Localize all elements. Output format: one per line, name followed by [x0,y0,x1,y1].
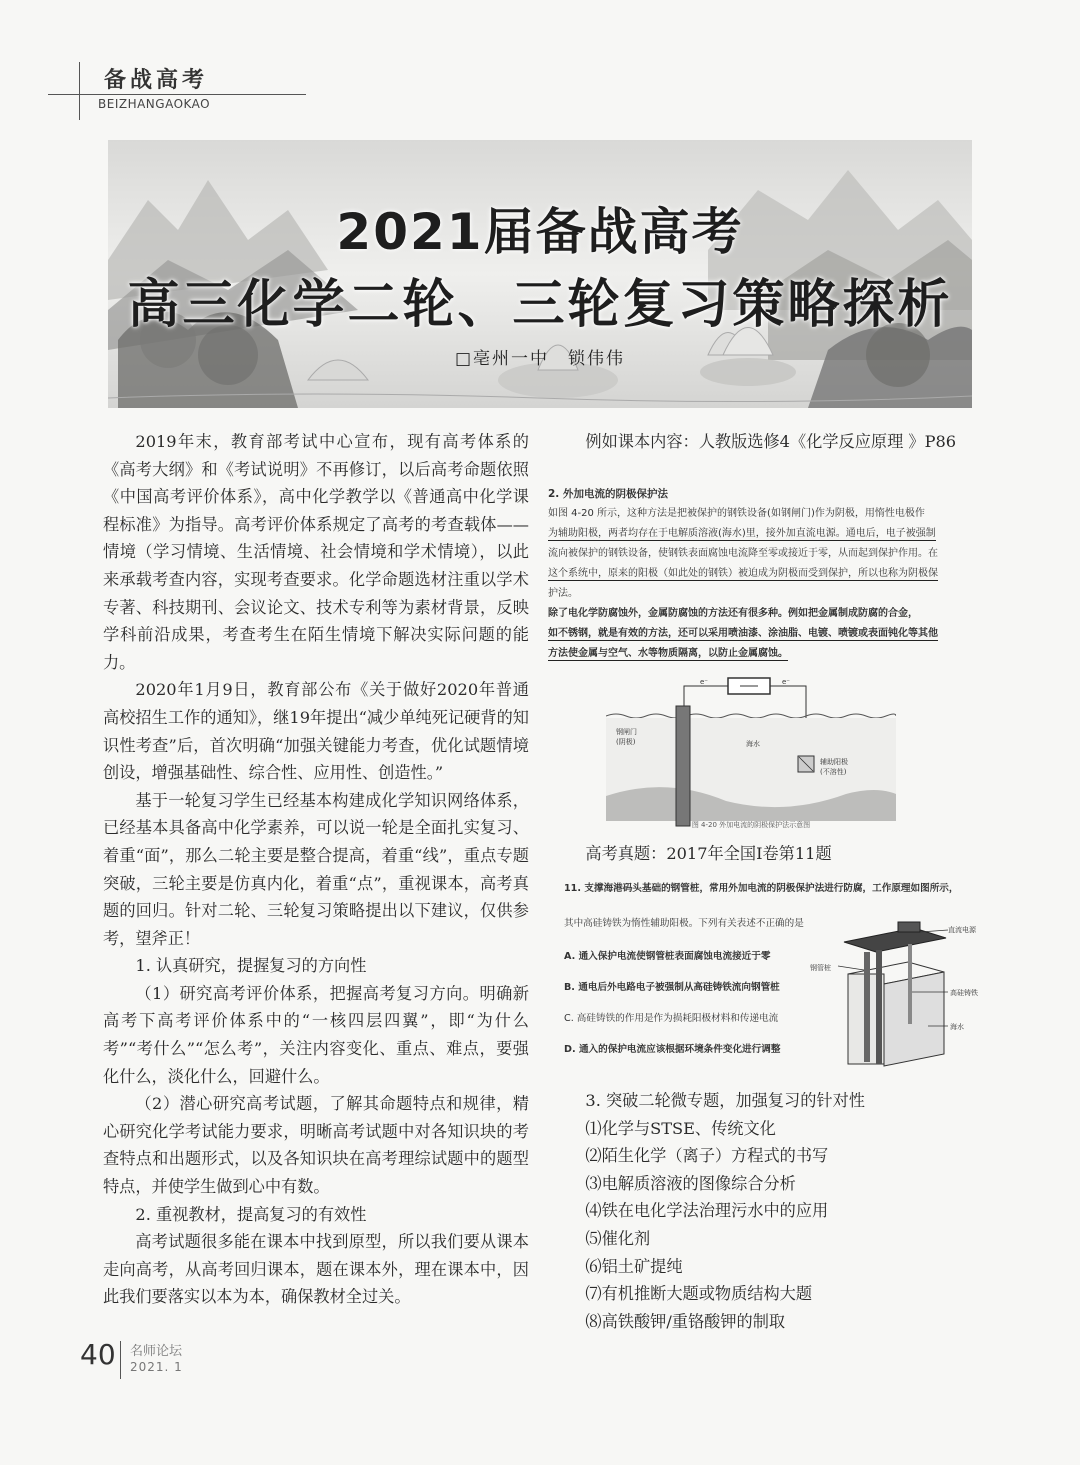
question-stem: 其中高硅铸铁为惰性辅助阳极。下列有关表述不正确的是 [564,918,804,929]
question-option: C. 高硅铸铁的作用是作为损耗阳极材料和传递电流 [564,1013,779,1024]
section-heading: 1. 认真研究，提握复习的方向性 [135,956,367,976]
exam-reference [553,840,979,868]
section-title: 备战高考 [104,67,209,93]
excerpt-heading: 2. 外加电流的阴极保护法 [548,488,668,500]
excerpt-line: 如不锈钢，就是有效的方法，还可以采用喷油漆、涂油脂、电镀、喷镀或表面钝化等其他 [548,628,938,639]
paragraph: 高考试题很多能在课本中找到原型，所以我们要从课本走向高考，从高考回归课本，题在课本外，理在课本中，因此我们要落实以本为本，确保教材全过关。 [103,1232,529,1307]
author-byline: □亳州一中 锁伟伟 [454,349,626,369]
list-item: ⑶电解质溶液的图像综合分析 [585,1173,796,1193]
paragraph: 基于一轮复习学生已经基本构建成化学知识网络体系，已经基本具备高中化学素养，可以说一轮是全面扎实复习、着重“面”，那么二轮主要是整合提高，着重“线”，重点专题突破，三轮主要是仿真内化，着重“点”，重视课本，高考真题的回归。针对二轮、三轮复习策略提出以下建议，仅供参考，望斧正！ [103,790,529,948]
label-sea: 海水 [950,1023,964,1031]
issue-date: 2021. 1 [130,1360,183,1374]
list-item: ⑴化学与STSE、传统文化 [585,1118,776,1138]
paragraph: 例如课本内容：人教版选修4《化学反应原理 》P86 [585,432,957,451]
paragraph: 2020年1月9日，教育部公布《关于做好2020年普通高校招生工作的通知》，继19年提出“减少单纯死记硬背的知识性考查”后，首次明确“加强关键能力考查，优化试题情境创设，增强基础性、综合性、应用性、创造性。” [103,680,529,783]
label-power: 直流电源 [948,926,976,934]
label-gate: 钢闸门 [616,728,637,736]
label-gate-sub: (阴极) [616,738,636,746]
label-electron-1: e⁻ [700,678,709,686]
paragraph: （1）研究高考评价体系，把握高考复习方向。明确新高考下高考评价体系中的“一核四层四翼”，即“为什么考”“考什么”“怎么考”，关注内容变化、重点、难点，要强化什么，淡化什么，回避什么。 [103,983,529,1086]
label-anode: 辅助阳极 [820,758,848,766]
label-electron-2: e⁻ [782,678,791,686]
left-column [103,428,529,1311]
list-item: ⑵陌生化学（离子）方程式的书写 [585,1146,829,1166]
page-number: 40 [80,1338,116,1371]
list-item: ⑻高铁酸钾/重铬酸钾的制取 [585,1311,786,1331]
textbook-reference [553,428,979,456]
magazine-name: 名师论坛 [130,1344,183,1359]
label-pile: 钢管桩 [810,964,831,972]
excerpt-line: 方法使金属与空气、水等物质隔离，以防止金属腐蚀。 [548,648,788,659]
excerpt-line: 流向被保护的钢铁设备，使钢铁表面腐蚀电流降至零或接近于零，从而起到保护作用。在 [548,548,938,559]
figure-caption: 图 4-20 外加电流的阴极保护法示意图 [691,821,811,829]
question-stem: 11. 支撑海港码头基础的钢管桩，常用外加电流的阴极保护法进行防腐，工作原理如图所示， [564,883,959,894]
paragraph: 高考真题：2017年全国Ⅰ卷第11题 [585,844,832,863]
header-divider-vertical [79,62,80,120]
cathodic-protection-diagram [606,676,896,836]
excerpt-line: 如图 4-20 所示，这种方法是把被保护的钢铁设备(如钢闸门)作为阴极，用惰性电极作 [548,508,925,519]
excerpt-line: 为辅助阳极，两者均存在于电解质溶液(海水)里，接外加直流电源。通电后，电子被强制 [548,528,936,539]
excerpt-line: 除了电化学防腐蚀外，金属防腐蚀的方法还有很多种。例如把金属制成防腐的合金， [548,608,918,619]
title-banner [108,140,972,408]
article-title-line-1: 2021届备战高考 [336,203,744,261]
article-title-line-2: 高三化学二轮、三轮复习策略探析 [127,275,953,335]
footer-divider [120,1341,121,1379]
steel-pile-diagram [808,908,980,1068]
question-option: D. 通入的保护电流应该根据环境条件变化进行调整 [564,1044,781,1055]
excerpt-line: 这个系统中，原来的阳极（如此处的钢铁）被迫成为阴极而受到保护，所以也称为阴极保 [548,568,938,579]
label-iron: 高硅铸铁 [950,989,978,997]
section-pinyin: BEIZHANGAOKAO [98,97,211,111]
section-heading: 2. 重视教材，提高复习的有效性 [135,1204,367,1224]
question-option: B. 通电后外电路电子被强制从高硅铸铁流向钢管桩 [564,982,780,993]
textbook-excerpt [548,484,978,664]
list-item: ⑷铁在电化学法治理污水中的应用 [585,1201,829,1221]
list-item: ⑸催化剂 [585,1228,651,1248]
excerpt-line: 护法。 [548,588,578,599]
list-item: ⑺有机推断大题或物质结构大题 [585,1284,813,1304]
paragraph: （2）潜心研究高考试题，了解其命题特点和规律，精心研究化学考试能力要求，明晰高考试题中对各知识块的考查特点和出题形式，以及各知识块在高考理综试题中的题型特点，并使学生做到心中有数。 [103,1094,529,1197]
paragraph: 2019年末，教育部考试中心宣布，现有高考体系的《高考大纲》和《考试说明》不再修订，以后高考命题依照《中国高考评价体系》，高中化学教学以《普通高中化学课程标准》为指导。高考评价体系规定了高考的考查载体——情境（学习情境、生活情境、社会情境和学术情境），以此来承载考查内容，实现考查要求。化学命题选材注重以学术专著、科技期刊、会议论文、技术专利等为素材背景，反映学科前沿成果，考查考生在陌生情境下解决实际问题的能力。 [103,432,529,672]
label-water: 海水 [746,740,760,748]
topic-list [553,1087,979,1335]
header-divider-horizontal [48,94,306,95]
list-item: ⑹铝土矿提纯 [585,1256,683,1276]
label-anode-sub: (不溶性) [820,768,847,776]
question-option: A. 通入保护电流使钢管桩表面腐蚀电流接近于零 [564,951,771,962]
section-heading: 3. 突破二轮微专题，加强复习的针对性 [585,1091,865,1110]
